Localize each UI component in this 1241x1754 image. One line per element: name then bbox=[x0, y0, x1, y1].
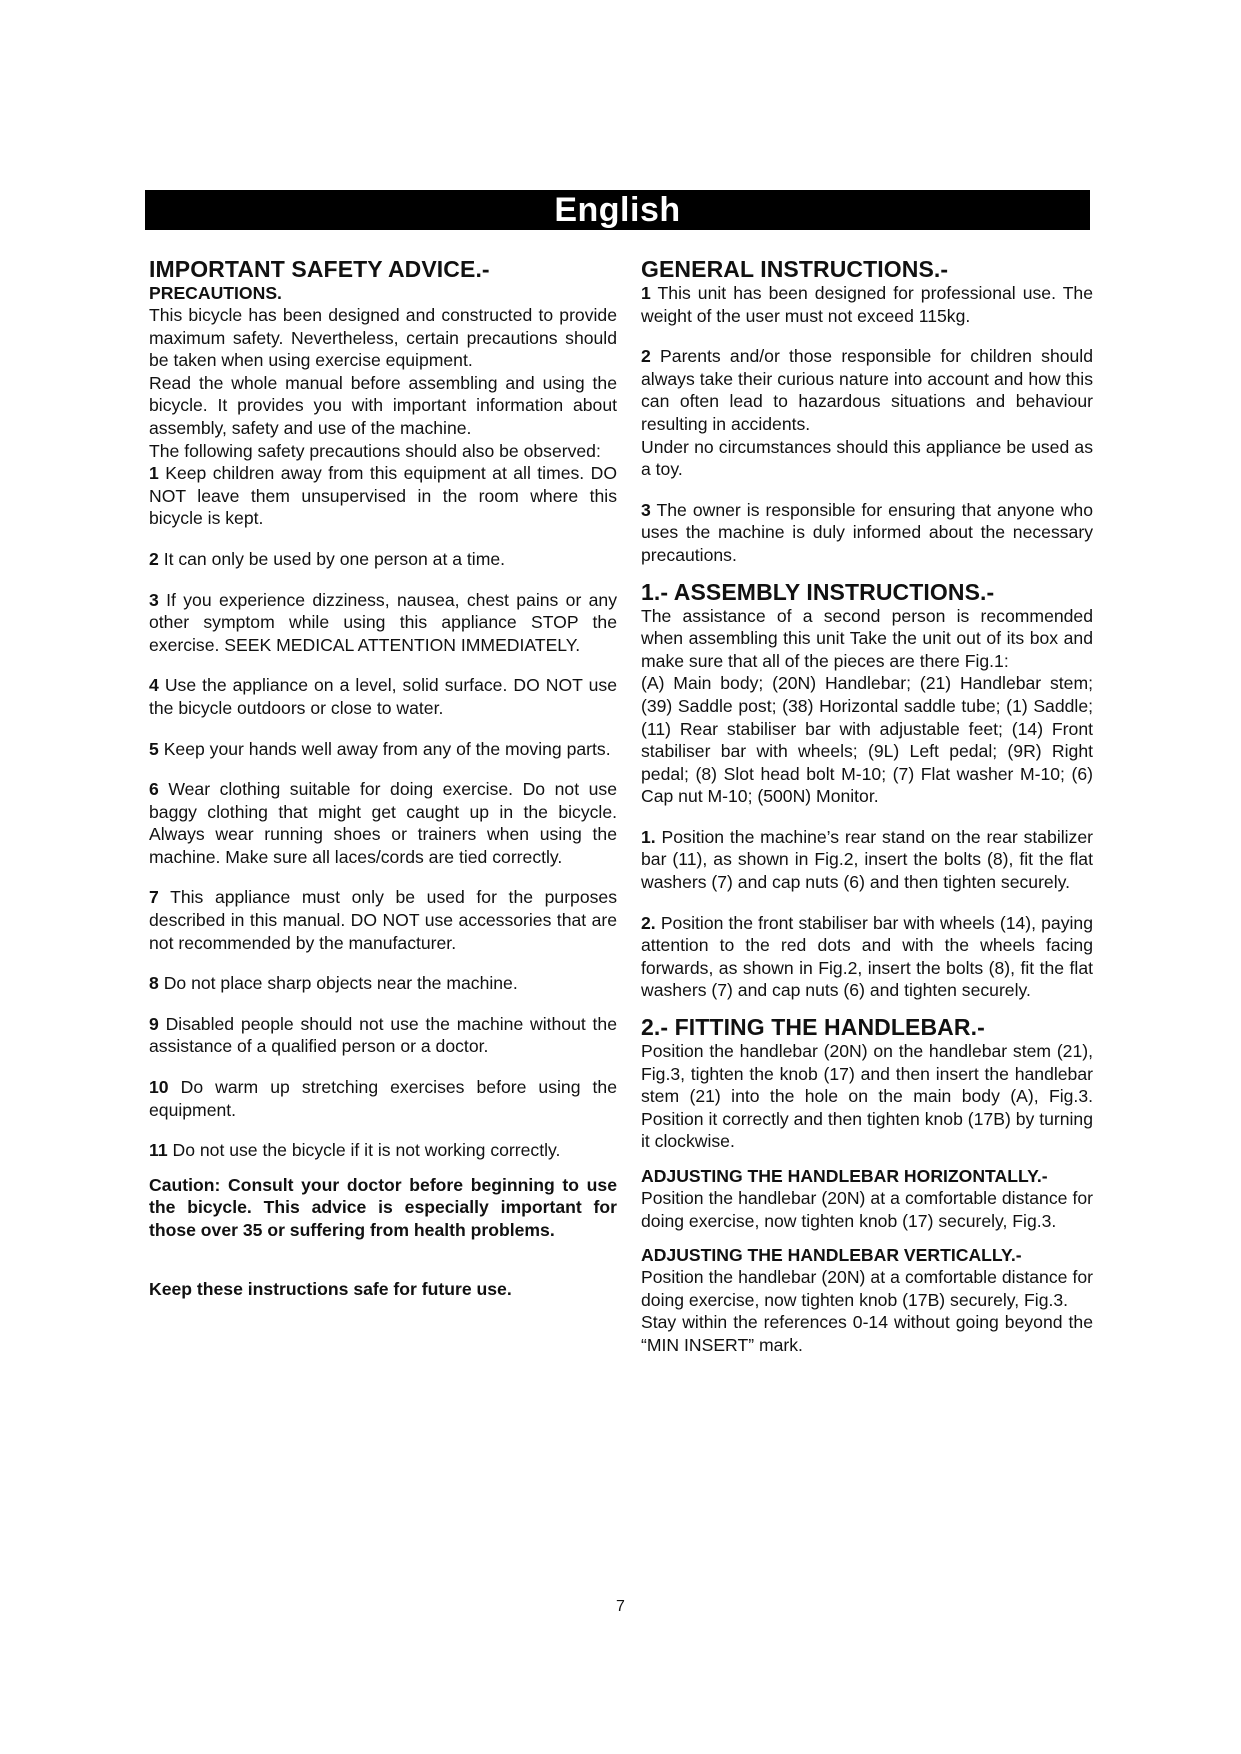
caution-note: Caution: Consult your doctor before beginning to use the bicycle. This advice is especially important for those over 35 or suffering from health problems. bbox=[149, 1174, 617, 1240]
assembly-heading: 1.- ASSEMBLY INSTRUCTIONS.- bbox=[641, 578, 995, 605]
intro-paragraph-1: This bicycle has been designed and constructed to provide maximum safety. Nevertheless, certain precautions should be taken when using exercise equipment. bbox=[149, 305, 617, 371]
precaution-item-7: 7 This appliance must only be used for the purposes described in this manual. DO NOT use accessories that are not recommended by the manufacturer. bbox=[149, 887, 617, 953]
assembly-step-1: 1. Position the machine’s rear stand on the rear stabilizer bar (11), as shown in Fig.2, insert the bolts (8), fit the flat washers (7) and cap nuts (6) and then tighten securely. bbox=[641, 826, 1093, 893]
precaution-item-3: 3 If you experience dizziness, nausea, chest pains or any other symptom while using this appliance STOP the exercise. SEEK MEDICAL ATTENTION IMMEDIATELY. bbox=[149, 589, 618, 655]
general-item-2: 2 Parents and/or those responsible for children should always take their curious nature into account and how this can often lead to hazardous situations and behaviour resulting in accidents. bbox=[641, 346, 1094, 434]
handlebar-text: Position the handlebar (20N) on the handlebar stem (21), Fig.3, tighten the knob (17) and then insert the handlebar stem (21) into the hole on the main body (A), Fig.3. Position it correctly and then tighten knob (17B) by turning it clockwise. bbox=[641, 1041, 1093, 1152]
vertical-adjust-text: Position the handlebar (20N) at a comfortable distance for doing exercise, now tighten knob (17B) securely, Fig.3. bbox=[641, 1267, 1093, 1310]
intro-paragraph-3: The following safety precautions should also be observed: bbox=[149, 440, 601, 461]
language-title: English bbox=[554, 191, 681, 229]
general-item-3: 3 The owner is responsible for ensuring that anyone who uses the machine is duly informed about the necessary precautions. bbox=[641, 499, 1094, 565]
precaution-item-8: 8 Do not place sharp objects near the machine. bbox=[149, 973, 518, 994]
precaution-item-1: 1 Keep children away from this equipment at all times. DO NOT leave them unsupervised in the room where this bicycle is kept. bbox=[149, 463, 617, 529]
language-banner bbox=[145, 190, 1090, 230]
precaution-item-4: 4 Use the appliance on a level, solid surface. DO NOT use the bicycle outdoors or close to water. bbox=[149, 675, 617, 718]
precaution-item-2: 2 It can only be used by one person at a time. bbox=[149, 548, 506, 569]
general-item-1: 1 This unit has been designed for professional use. The weight of the user must not exceed 115kg. bbox=[641, 283, 1094, 326]
precautions-subheading: PRECAUTIONS. bbox=[149, 283, 282, 303]
precaution-item-6: 6 Wear clothing suitable for doing exercise. Do not use baggy clothing that might get caught up in the bicycle. Always wear running shoes or trainers when using the machine. Make sure all laces/cords are tied correctly. bbox=[149, 779, 617, 867]
page-number: 7 bbox=[616, 1598, 625, 1615]
precaution-item-5: 5 Keep your hands well away from any of the moving parts. bbox=[149, 738, 611, 759]
precaution-item-9: 9 Disabled people should not use the machine without the assistance of a qualified person or a doctor. bbox=[149, 1013, 618, 1057]
parts-list: (A) Main body; (20N) Handlebar; (21) Handlebar stem; (39) Saddle post; (38) Horizontal saddle tube; (1) Saddle; (11) Rear stabiliser bar with adjustable feet; (14) Front stabiliser bar with wheels; (9L) Left pedal; (9R) Right pedal; (8) Slot head bolt M-10; (7) Flat washer M-10; (6) Cap nut M-10; (500N) Monitor. bbox=[641, 673, 1093, 807]
vertical-adjust-heading: ADJUSTING THE HANDLEBAR VERTICALLY.- bbox=[641, 1245, 1022, 1266]
precaution-item-11: 11 Do not use the bicycle if it is not working correctly. bbox=[149, 1140, 561, 1161]
handlebar-heading: 2.- FITTING THE HANDLEBAR.- bbox=[641, 1014, 985, 1041]
keep-instructions-note: Keep these instructions safe for future use. bbox=[149, 1278, 512, 1299]
vertical-adjust-text-2: Stay within the references 0-14 without going beyond the “MIN INSERT” mark. bbox=[641, 1312, 1093, 1355]
horizontal-adjust-text: Position the handlebar (20N) at a comfortable distance for doing exercise, now tighten knob (17) securely, Fig.3. bbox=[641, 1188, 1093, 1231]
safety-heading: IMPORTANT SAFETY ADVICE.- bbox=[149, 256, 490, 282]
precaution-item-10: 10 Do warm up stretching exercises before using the equipment. bbox=[149, 1077, 617, 1120]
intro-paragraph-2: Read the whole manual before assembling and using the bicycle. It provides you with important information about assembly, safety and use of the machine. bbox=[149, 372, 617, 438]
left-column bbox=[149, 256, 617, 1300]
assembly-intro: The assistance of a second person is recommended when assembling this unit Take the unit out of its box and make sure that all of the pieces are there Fig.1: bbox=[641, 605, 1093, 671]
assembly-step-2: 2. Position the front stabiliser bar with wheels (14), paying attention to the red dots and with the wheels facing forwards, as shown in Fig.2, insert the bolts (8), fit the flat washers (7) and cap nuts (6) and tighten securely. bbox=[641, 912, 1093, 1001]
horizontal-adjust-heading: ADJUSTING THE HANDLEBAR HORIZONTALLY.- bbox=[641, 1166, 1048, 1186]
right-column bbox=[641, 256, 1093, 1357]
general-instructions-heading: GENERAL INSTRUCTIONS.- bbox=[641, 256, 949, 282]
general-item-2-extra: Under no circumstances should this appliance be used as a toy. bbox=[641, 436, 1093, 480]
